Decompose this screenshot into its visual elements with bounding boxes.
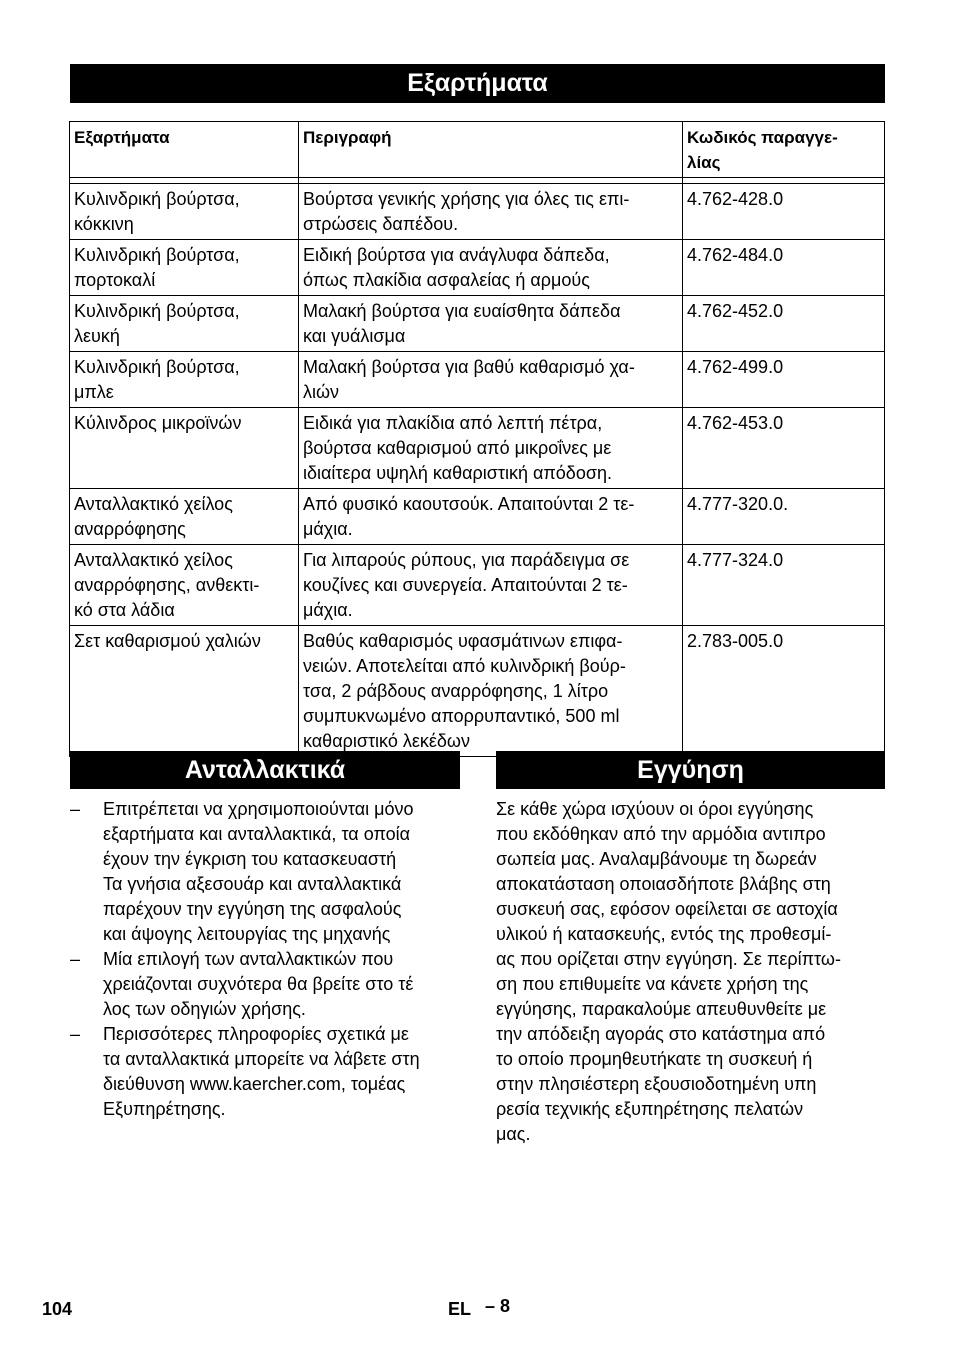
list-item (70, 947, 462, 1022)
bullet-dash: – (70, 949, 81, 969)
cell-description: Ειδικά για πλακίδια από λεπτή πέτρα, βούρτσα καθαρισμού από μικροΐνες με ιδιαίτερα υψηλή καθαριστική απόδοση. (299, 408, 683, 489)
bullet-dash: – (70, 1024, 81, 1044)
cell-description: Μαλακή βούρτσα για ευαίσθητα δάπεδα και γυάλισμα (299, 296, 683, 352)
accessories-section-title: Εξαρτήματα (70, 64, 885, 103)
list-item-text: Επιτρέπεται να χρησιμοποιούνται μόνο εξαρτήματα και ανταλλακτικά, τα οποία έχουν την έγκριση του κατασκευαστή Τα γνήσια αξεσουάρ και ανταλλακτικά παρέχουν την εγγύηση της ασφαλούς και άψογης λειτουργίας της μηχανής (103, 799, 414, 944)
table-header-row (70, 122, 885, 178)
list-item (70, 1022, 462, 1122)
section-page-number: – 8 (485, 1296, 511, 1316)
cell-accessory: Κυλινδρική βούρτσα, κόκκινη (70, 184, 299, 240)
warranty-text: Σε κάθε χώρα ισχύουν οι όροι εγγύησης που εκδόθηκαν από την αρμόδια αντιπρο σωπεία μας. Αναλαμβάνουμε τη δωρεάν αποκατάσταση οποιασδήποτε βλάβης στη συσκευή σας, εφόσον οφείλεται σε αστοχία υλικού ή κατασκευής, εντός της προθεσμί- ας που ορίζεται στην εγγύηση. Σε περίπτω- ση που επιθυμείτε να κάνετε χρήση της εγγύησης, παρακαλούμε απευθυνθείτε με την απόδειξη αγοράς στο κατάστημα από το οποίο προμηθευτήκατε τη συσκευή ή στην πλησιέστερη εξουσιοδοτημένη υπη ρεσία τεχνικής εξυπηρέτησης πελατών μας. (496, 799, 841, 1144)
cell-order-number: 4.762-428.0 (683, 184, 885, 240)
accessories-table (69, 121, 885, 757)
table-row (70, 296, 885, 352)
table-row (70, 352, 885, 408)
page-number: 104 (42, 1299, 73, 1319)
cell-order-number: 4.762-499.0 (683, 352, 885, 408)
cell-order-number: 4.762-452.0 (683, 296, 885, 352)
table-row (70, 545, 885, 626)
table-row (70, 408, 885, 489)
list-item-text: Περισσότερες πληροφορίες σχετικά με τα ανταλλακτικά μπορείτε να λάβετε στη διεύθυνση www.kaercher.com, τομέας Εξυπηρέτησης. (103, 1024, 420, 1119)
table-row (70, 240, 885, 296)
cell-accessory: Κυλινδρική βούρτσα, πορτοκαλί (70, 240, 299, 296)
list-item-text: Μία επιλογή των ανταλλακτικών που χρειάζονται συχνότερα θα βρείτε στο τέ λος των οδηγιών χρήσης. (103, 949, 414, 1019)
cell-accessory: Κύλινδρος μικροϊνών (70, 408, 299, 489)
header-order-number: Κωδικός παραγγε- λίας (683, 122, 885, 178)
cell-description: Ειδική βούρτσα για ανάγλυφα δάπεδα, όπως πλακίδια ασφαλείας ή αρμούς (299, 240, 683, 296)
cell-order-number: 2.783-005.0 (683, 626, 885, 757)
table-row (70, 184, 885, 240)
cell-description: Βούρτσα γενικής χρήσης για όλες τις επι- στρώσεις δαπέδου. (299, 184, 683, 240)
table-row (70, 489, 885, 545)
spare-parts-section-title: Ανταλλακτικά (70, 751, 460, 789)
list-item (70, 797, 462, 947)
cell-description: Βαθύς καθαρισμός υφασμάτινων επιφα- νειών. Αποτελείται από κυλινδρική βούρ- τσα, 2 ράβδους αναρρόφησης, 1 λίτρο συμπυκνωμένο απορρυπαντικό, 500 ml καθαριστικό λεκέδων (299, 626, 683, 757)
cell-order-number: 4.777-324.0 (683, 545, 885, 626)
language-code: EL (448, 1299, 472, 1319)
spare-parts-list (70, 797, 462, 1122)
cell-accessory: Σετ καθαρισμού χαλιών (70, 626, 299, 757)
cell-order-number: 4.762-453.0 (683, 408, 885, 489)
cell-description: Από φυσικό καουτσούκ. Απαιτούνται 2 τε- μάχια. (299, 489, 683, 545)
cell-accessory: Κυλινδρική βούρτσα, μπλε (70, 352, 299, 408)
cell-order-number: 4.777-320.0. (683, 489, 885, 545)
bullet-dash: – (70, 799, 81, 819)
header-description: Περιγραφή (299, 122, 683, 178)
cell-accessory: Κυλινδρική βούρτσα, λευκή (70, 296, 299, 352)
table-row (70, 626, 885, 757)
cell-accessory: Ανταλλακτικό χείλος αναρρόφησης, ανθεκτι- κό στα λάδια (70, 545, 299, 626)
warranty-section-title: Εγγύηση (496, 751, 885, 789)
cell-order-number: 4.762-484.0 (683, 240, 885, 296)
cell-accessory: Ανταλλακτικό χείλος αναρρόφησης (70, 489, 299, 545)
cell-description: Για λιπαρούς ρύπους, για παράδειγμα σε κουζίνες και συνεργεία. Απαιτούνται 2 τε- μάχια. (299, 545, 683, 626)
header-accessory: Εξαρτήματα (70, 122, 299, 178)
cell-description: Μαλακή βούρτσα για βαθύ καθαρισμό χα- λιών (299, 352, 683, 408)
